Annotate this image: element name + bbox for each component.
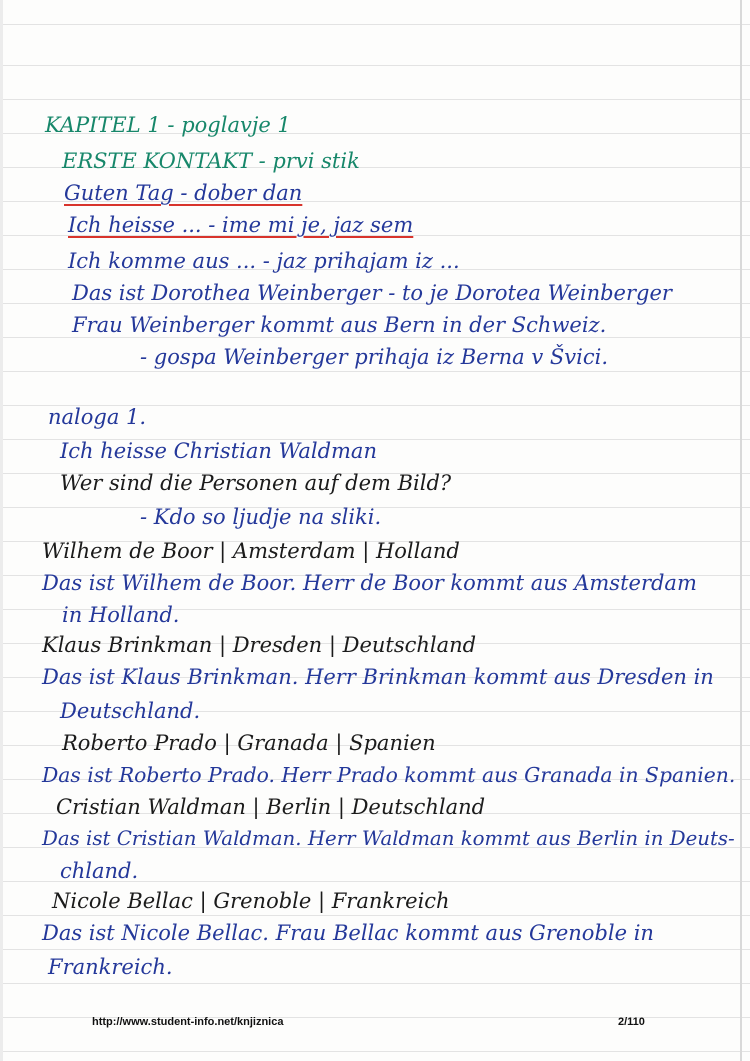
handwritten-line: Deutschland. — [60, 699, 201, 723]
handwritten-line: Das ist Nicole Bellac. Frau Bellac kommt aus Grenoble in — [42, 921, 654, 945]
handwritten-line: Ich heisse Christian Waldman — [60, 439, 377, 463]
handwritten-line: Ich heisse ... - ime mi je, jaz sem — [68, 213, 414, 237]
handwritten-line: chland. — [60, 859, 139, 883]
footer-url: http://www.student-info.net/knjiznica — [92, 1016, 284, 1028]
handwritten-line: Klaus Brinkman | Dresden | Deutschland — [42, 633, 477, 657]
handwritten-line: Guten Tag - dober dan — [64, 181, 303, 205]
chapter-heading: KAPITEL 1 - poglavje 1 — [45, 113, 291, 137]
handwritten-line: Das ist Roberto Prado. Herr Prado kommt aus Granada in Spanien. — [42, 763, 736, 787]
page-number: 2/110 — [618, 1016, 645, 1028]
page-left-edge — [0, 0, 3, 1061]
handwritten-line: Roberto Prado | Granada | Spanien — [62, 731, 436, 755]
handwritten-line: Ich komme aus ... - jaz prihajam iz ... — [68, 249, 460, 273]
handwritten-line: - gospa Weinberger prihaja iz Berna v Švici. — [140, 345, 608, 369]
handwritten-line: Frankreich. — [48, 955, 173, 979]
handwritten-line: Nicole Bellac | Grenoble | Frankreich — [52, 889, 450, 913]
section-heading: ERSTE KONTAKT - prvi stik — [62, 149, 360, 173]
handwritten-line: Das ist Wilhem de Boor. Herr de Boor kommt aus Amsterdam — [42, 571, 697, 595]
handwritten-line: Das ist Dorothea Weinberger - to je Dorotea Weinberger — [72, 281, 672, 305]
exercise-heading: naloga 1. — [48, 405, 147, 429]
handwritten-line: - Kdo so ljudje na sliki. — [140, 505, 382, 529]
handwritten-line: in Holland. — [62, 603, 180, 627]
handwritten-line: Cristian Waldman | Berlin | Deutschland — [56, 795, 486, 819]
handwritten-line: Frau Weinberger kommt aus Bern in der Schweiz. — [72, 313, 607, 337]
handwritten-line: Wer sind die Personen auf dem Bild? — [60, 471, 452, 495]
handwritten-line: Das ist Cristian Waldman. Herr Waldman kommt aus Berlin in Deuts- — [42, 827, 735, 850]
handwritten-line: Wilhem de Boor | Amsterdam | Holland — [42, 539, 460, 563]
notebook-margin-line — [740, 0, 742, 1061]
handwritten-line: Das ist Klaus Brinkman. Herr Brinkman kommt aus Dresden in — [42, 665, 714, 689]
